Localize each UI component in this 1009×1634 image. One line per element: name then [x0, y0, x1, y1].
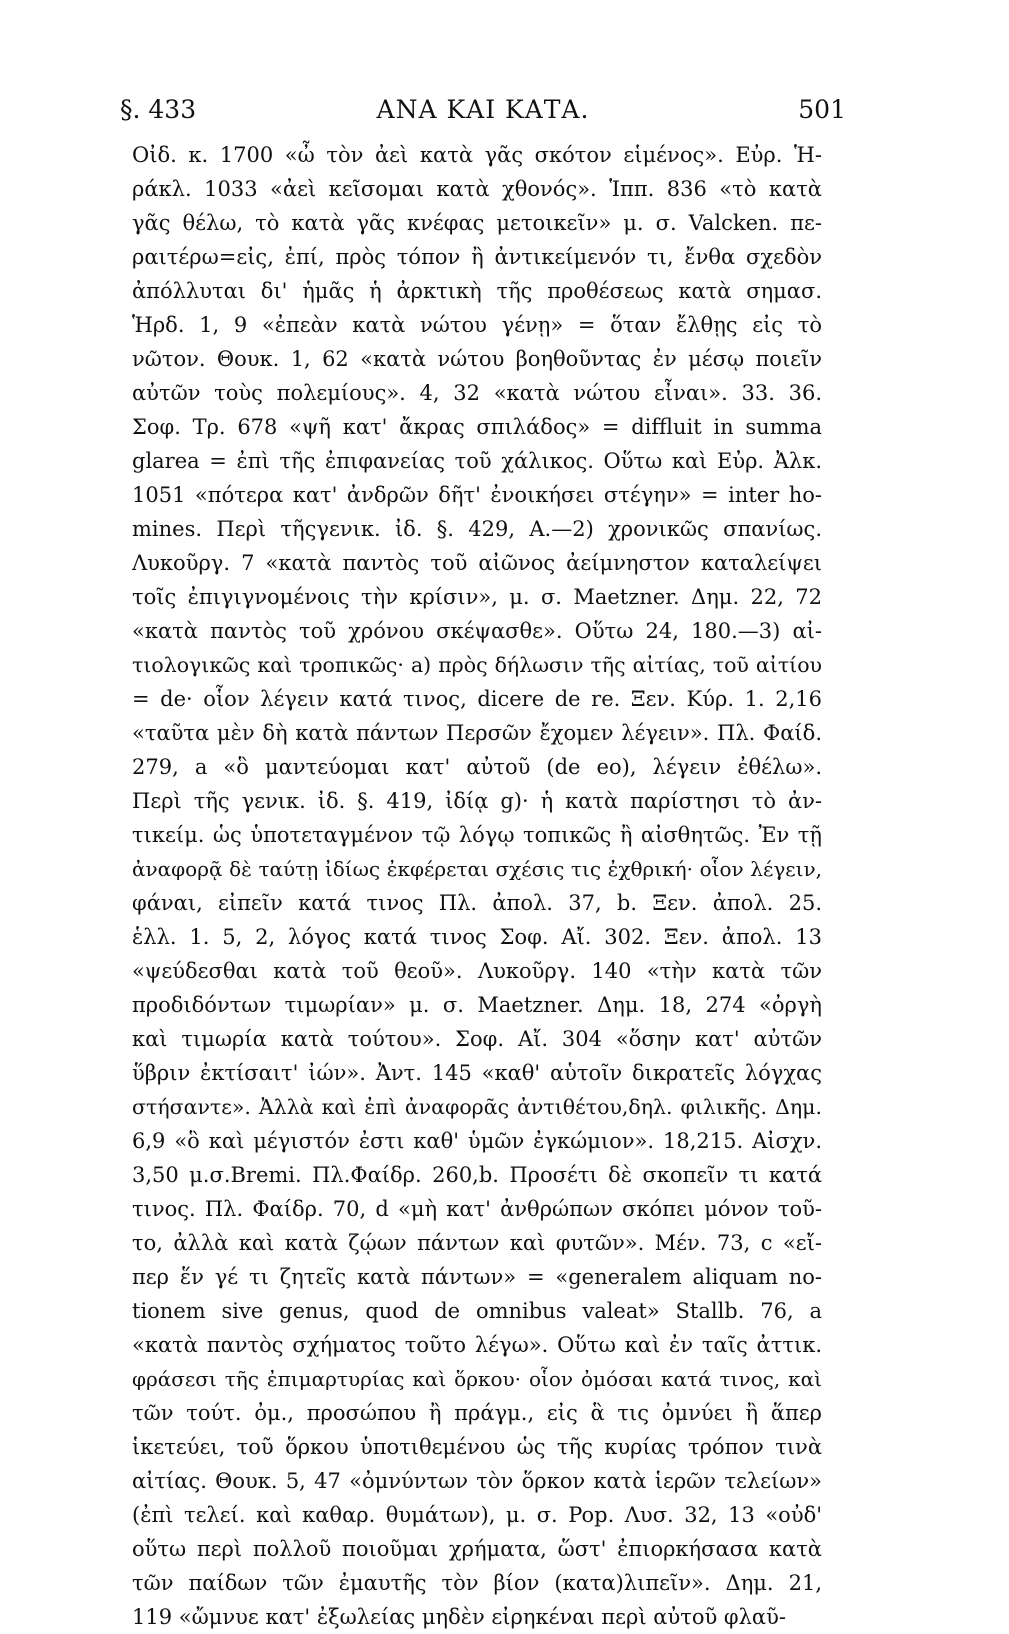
text-line: Ἡρδ. 1, 9 «ἐπεὰν κατὰ νώτου γένῃ» = ὅταν ἔλθῃς εἰς τὸ: [132, 313, 822, 337]
text-line: ἑλλ. 1. 5, 2, λόγος κατά τινος Σοφ. Αἴ. 302. Ξεν. ἀπολ. 13: [132, 925, 822, 949]
text-line: αὐτῶν τοὺς πολεμίους». 4, 32 «κατὰ νώτου εἶναι». 33. 36.: [132, 381, 822, 405]
text-line: περ ἕν γέ τι ζητεῖς κατὰ πάντων» = «generalem aliquam no-: [132, 1265, 822, 1289]
text-line: τῶν τούτ. ὀμ., προσώπου ἢ πράγμ., εἰς ἃ τις ὀμνύει ἢ ἅπερ: [132, 1401, 822, 1425]
text-line: προδιδόντων τιμωρίαν» μ. σ. Maetzner. Δημ. 18, 274 «ὀργὴ: [132, 993, 822, 1017]
text-line: «κατὰ παντὸς σχήματος τοῦτο λέγω». Οὕτω καὶ ἐν ταῖς ἀττικ.: [132, 1333, 822, 1357]
text-line: φράσεσι τῆς ἐπιμαρτυρίας καὶ ὅρκου· οἷον ὀμόσαι κατά τινος, καὶ: [132, 1367, 822, 1391]
text-line: οὕτω περὶ πολλοῦ ποιοῦμαι χρήματα, ὥστ' ἐπιορκήσασα κατὰ: [132, 1537, 822, 1561]
text-line: = de· οἷον λέγειν κατά τινος, dicere de re. Ξεν. Κύρ. 1. 2,16: [132, 687, 822, 711]
text-line: τῶν παίδων τῶν ἐμαυτῆς τὸν βίον (κατα)λιπεῖν». Δημ. 21,: [132, 1571, 822, 1595]
text-line: mines. Περὶ τῆςγενικ. ἰδ. §. 429, Α.—2) χρονικῶς σπανίως.: [132, 517, 822, 541]
text-line: φάναι, εἰπεῖν κατά τινος Πλ. ἀπολ. 37, b. Ξεν. ἀπολ. 25.: [132, 891, 822, 915]
text-line: 119 «ὤμνυε κατ' ἐξωλείας μηδὲν εἰρηκέναι περὶ αὐτοῦ φλαῦ-: [132, 1605, 786, 1629]
text-line: καὶ τιμωρία κατὰ τούτου». Σοφ. Αἴ. 304 «ὅσην κατ' αὐτῶν: [132, 1027, 822, 1051]
text-line: στήσαντε». Ἀλλὰ καὶ ἐπὶ ἀναφορᾶς ἀντιθέτου,δηλ. φιλικῆς. Δημ.: [132, 1095, 822, 1119]
text-line: 6,9 «ὃ καὶ μέγιστόν ἐστι καθ' ὑμῶν ἐγκώμιον». 18,215. Αἰσχν.: [132, 1129, 822, 1153]
text-line: glarea = ἐπὶ τῆς ἐπιφανείας τοῦ χάλικος. Οὕτω καὶ Εὐρ. Ἀλκ.: [132, 449, 822, 473]
text-line: «κατὰ παντὸς τοῦ χρόνου σκέψασθε». Οὕτω 24, 180.—3) αἰ-: [132, 619, 822, 643]
running-header: [120, 92, 846, 128]
text-line: το, ἀλλὰ καὶ κατὰ ζῴων πάντων καὶ φυτῶν». Μέν. 73, c «εἴ-: [132, 1231, 822, 1255]
text-line: Λυκοῦργ. 7 «κατὰ παντὸς τοῦ αἰῶνος ἀείμνηστον καταλείψει: [132, 551, 822, 575]
text-line: Οἰδ. κ. 1700 «ὦ τὸν ἀεὶ κατὰ γᾶς σκότον εἱμένος». Εὐρ. Ἡ-: [132, 143, 822, 167]
text-line: ραιτέρω=εἰς, ἐπί, πρὸς τόπον ἢ ἀντικείμενόν τι, ἔνθα σχεδὸν: [132, 245, 822, 269]
text-line: τιολογικῶς καὶ τροπικῶς· a) πρὸς δήλωσιν τῆς αἰτίας, τοῦ αἰτίου: [132, 653, 822, 677]
text-line: ἀπόλλυται δι' ἡμᾶς ἡ ἀρκτικὴ τῆς προθέσεως κατὰ σημασ.: [132, 279, 822, 303]
text-line: γᾶς θέλω, τὸ κατὰ γᾶς κνέφας μετοικεῖν» μ. σ. Valcken. πε-: [132, 211, 822, 235]
running-title: ΑΝΑ ΚΑΙ ΚΑΤΑ.: [376, 95, 590, 124]
text-line: tionem sive genus, quod de omnibus valeat» Stallb. 76, a: [132, 1299, 822, 1323]
section-number: §. 433: [120, 95, 197, 124]
text-line: 3,50 μ.σ.Bremi. Πλ.Φαίδρ. 260,b. Προσέτι δὲ σκοπεῖν τι κατά: [132, 1163, 822, 1187]
text-line: νῶτον. Θουκ. 1, 62 «κατὰ νώτου βοηθοῦντας ἐν μέσῳ ποιεῖν: [132, 347, 822, 371]
text-line: Σοφ. Τρ. 678 «ψῆ κατ' ἄκρας σπιλάδος» = diffluit in summa: [132, 415, 822, 439]
text-line: τοῖς ἐπιγιγνομένοις τὴν κρίσιν», μ. σ. Maetzner. Δημ. 22, 72: [132, 585, 822, 609]
text-line: αἰτίας. Θουκ. 5, 47 «ὀμνύντων τὸν ὅρκον κατὰ ἱερῶν τελείων»: [132, 1469, 822, 1493]
text-line: 279, a «ὃ μαντεύομαι κατ' αὐτοῦ (de eo), λέγειν ἐθέλω».: [132, 755, 822, 779]
text-line: τινος. Πλ. Φαίδρ. 70, d «μὴ κατ' ἀνθρώπων σκόπει μόνον τοῦ-: [132, 1197, 822, 1221]
text-line: τικείμ. ὡς ὑποτεταγμένον τῷ λόγῳ τοπικῶς ἢ αἰσθητῶς. Ἐν τῇ: [132, 823, 822, 847]
text-line: ράκλ. 1033 «ἀεὶ κεῖσομαι κατὰ χθονός». Ἱππ. 836 «τὸ κατὰ: [132, 177, 822, 201]
text-line: Περὶ τῆς γενικ. ἰδ. §. 419, ἰδίᾳ g)· ἡ κατὰ παρίστησι τὸ ἀν-: [132, 789, 822, 813]
text-line: ἀναφορᾷ δὲ ταύτῃ ἰδίως ἐκφέρεται σχέσις τις ἐχθρική· οἷον λέγειν,: [132, 857, 822, 881]
text-line: ὕβριν ἐκτίσαιτ' ἰών». Ἀντ. 145 «καθ' αὑτοῖν δικρατεῖς λόγχας: [132, 1061, 822, 1085]
page-number: 501: [798, 95, 846, 124]
body-text: [132, 138, 822, 1634]
text-line: (ἐπὶ τελεί. καὶ καθαρ. θυμάτων), μ. σ. Pop. Λυσ. 32, 13 «οὐδ': [132, 1503, 822, 1527]
text-line: «ταῦτα μὲν δὴ κατὰ πάντων Περσῶν ἔχομεν λέγειν». Πλ. Φαίδ.: [132, 721, 822, 745]
text-line: 1051 «πότερα κατ' ἀνδρῶν δῆτ' ἐνοικήσει στέγην» = inter ho-: [132, 483, 822, 507]
text-line: ἱκετεύει, τοῦ ὅρκου ὑποτιθεμένου ὡς τῆς κυρίας τρόπον τινὰ: [132, 1435, 822, 1459]
text-line: «ψεύδεσθαι κατὰ τοῦ θεοῦ». Λυκοῦργ. 140 «τὴν κατὰ τῶν: [132, 959, 822, 983]
